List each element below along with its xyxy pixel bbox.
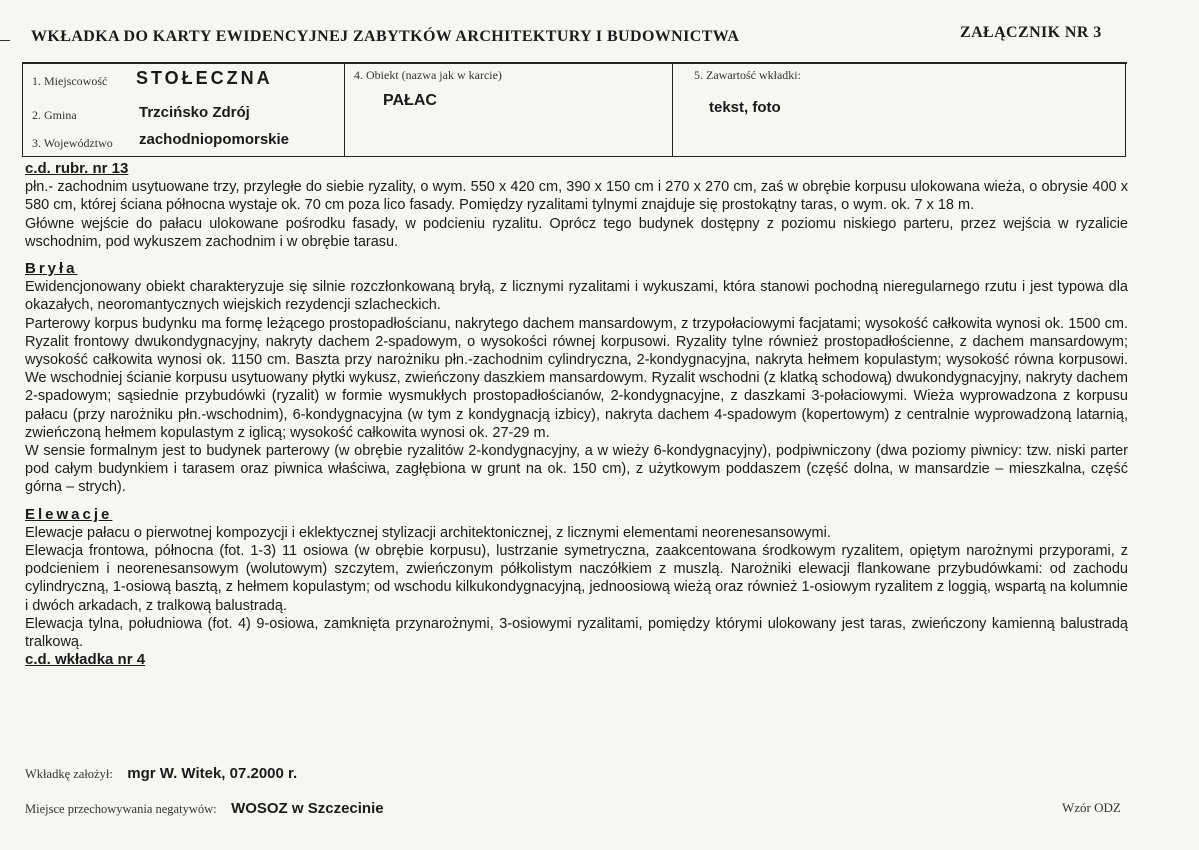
author-row	[25, 765, 297, 783]
contents-label: 5. Zawartość wkładki:	[694, 68, 801, 82]
column-divider	[344, 64, 345, 156]
storage-row	[25, 800, 384, 818]
locality-value: STOŁECZNA	[136, 68, 273, 88]
section-heading-rubr-13: c.d. rubr. nr 13	[25, 160, 129, 177]
storage-label: Miejsce przechowywania negatywów:	[25, 802, 217, 816]
section-heading-elewacje: Elewacje	[25, 505, 113, 523]
info-table	[22, 64, 1126, 157]
paragraph: Parterowy korpus budynku ma formę leżącego prostopadłościanu, nakrytego dachem mansardowym, z trzypołaciowymi facjatami; wysokość całkowita wynosi ok. 1500 cm. Ryzalit frontowy dwukondygnacyjny, nakryty dachem 2-spadowym, o wysokości równej korpusowi. Ryzality tylne również prostopadłościenne, z dachem mansardowym; wysokość całkowita wynosi ok. 1150 cm. Baszta przy narożniku płn.-zachodnim cylindryczna, 2-kondygnacyjna, nakryta hełmem kopulastym; wysokość równa korpusowi. We wschodniej ścianie korpusu usytuowany płytki wykusz, zwieńczony daszkiem mansardowym. Ryzalit wschodni (z klatką schodową) dwukondygnacyjny, nakryty dachem 2-spadowym; sąsiednie przybudówki (ryzalit) w formie wysmukłych prostopadłościanów, 2-kondygnacyjne, z daszkami 3-połaciowymi. Wieża wyprowadzona z korpusu pałacu (przy narożniku płn.-wschodnim), 6-kondygnacyjna (w tym z kondygnacją izbicy), nakryta dachem 4-spadowym (kopertowym) z centralnie wyprowadzoną latarnią, zwieńczoną hełmem kopulastym z iglicą; wysokość całkowita wynosi ok. 27-29 m.	[25, 315, 1128, 441]
contents-value: tekst, foto	[709, 99, 781, 116]
paragraph: Elewacja tylna, południowa (fot. 4) 9-osiowa, zamknięta przynarożnymi, 3-osiowymi ryzalitami, pomiędzy którymi ulokowany jest taras, zwieńczony kamienną balustradą tralkową.	[25, 615, 1128, 651]
object-label: 4. Obiekt (nazwa jak w karcie)	[354, 68, 502, 82]
column-divider	[672, 64, 673, 156]
annex-number: ZAŁĄCZNIK NR 3	[960, 24, 1102, 41]
author-value: mgr W. Witek, 07.2000 r.	[127, 765, 298, 782]
province-label: 3. Województwo	[32, 136, 113, 150]
paragraph: płn.- zachodnim usytuowane trzy, przyległe do siebie ryzality, o wym. 550 x 420 cm, 390 x 150 cm i 270 x 270 cm, zaś w obrębie korpusu ulokowana wieża, o obrysie 400 x 580 cm, której ściana północna wystaje ok. 70 cm poza lico fasady. Pomiędzy ryzalitami tylnymi znajduje się prostokątny taras, o wym. ok. 7 x 18 m.	[25, 179, 1128, 214]
commune-label: 2. Gmina	[32, 108, 77, 122]
document-title: WKŁADKA DO KARTY EWIDENCYJNEJ ZABYTKÓW ARCHITEKTURY I BUDOWNICTWA	[31, 28, 740, 45]
province-value: zachodniopomorskie	[139, 131, 290, 148]
object-value: PAŁAC	[383, 92, 437, 109]
paragraph: Ewidencjonowany obiekt charakteryzuje się silnie rozczłonkowaną bryłą, z licznymi ryzalitami i wykuszami, która stanowi pochodną nieregularnego rzutu i jest typowa dla okazałych, neoromantycznych wiejskich rezydencji szlacheckich.	[25, 279, 1128, 314]
section-heading-bryla: Bryła	[25, 260, 78, 278]
paragraph: W sensie formalnym jest to budynek parterowy (w obrębie ryzalitów 2-kondygnacyjny, a w wieży 6-kondygnacyjny), podpiwniczony (dwa poziomy piwnicy: tzw. niski parter pod całym budynkiem i tarasem oraz piwnica właściwa, zagłębiona w grunt na ok. 150 cm), z użytkowym poddaszem (część dolna, w mansardzie – mieszkalna, część górna – strych).	[25, 443, 1128, 496]
form-code: Wzór ODZ	[1062, 800, 1121, 815]
page-edge-mark	[0, 40, 10, 41]
author-label: Wkładkę założył:	[25, 767, 113, 781]
paragraph: Elewacja frontowa, północna (fot. 1-3) 11 osiowa (w obrębie korpusu), lustrzanie symetryczna, zaakcentowana środkowym ryzalitem, opiętym narożnymi przyporami, z podcieniem i neorenesansowym (wolutowym) szczytem, zwieńczonym półkolistym naczółkiem z muszlą. Narożniki elewacji flankowane przybudówkami: od zachodu cylindryczną, 1-osiową basztą, z hełmem kopulastym; od wschodu kilkukondygnacyjną, jednoosiową wieżą oraz również 1-osiowym ryzalitem z loggią, wspartą na kolumnie i dwóch arkadach, z tralkową balustradą.	[25, 543, 1128, 614]
storage-value: WOSOZ w Szczecinie	[231, 800, 384, 817]
document-body	[25, 160, 1128, 669]
continued-note: c.d. wkładka nr 4	[25, 651, 146, 669]
paragraph: Główne wejście do pałacu ulokowane pośrodku fasady, w podcieniu ryzalitu. Oprócz tego budynek dostępny z poziomu niskiego parteru, przez wejścia w ryzalicie wschodnim, pod wykuszem zachodnim i w obrębie tarasu.	[25, 215, 1128, 250]
commune-value: Trzcińsko Zdrój	[139, 104, 250, 121]
paragraph: Elewacje pałacu o pierwotnej kompozycji i eklektycznej stylizacji architektonicznej, z licznymi elementami neorenesansowymi.	[25, 524, 831, 541]
locality-label: 1. Miejscowość	[32, 74, 108, 88]
